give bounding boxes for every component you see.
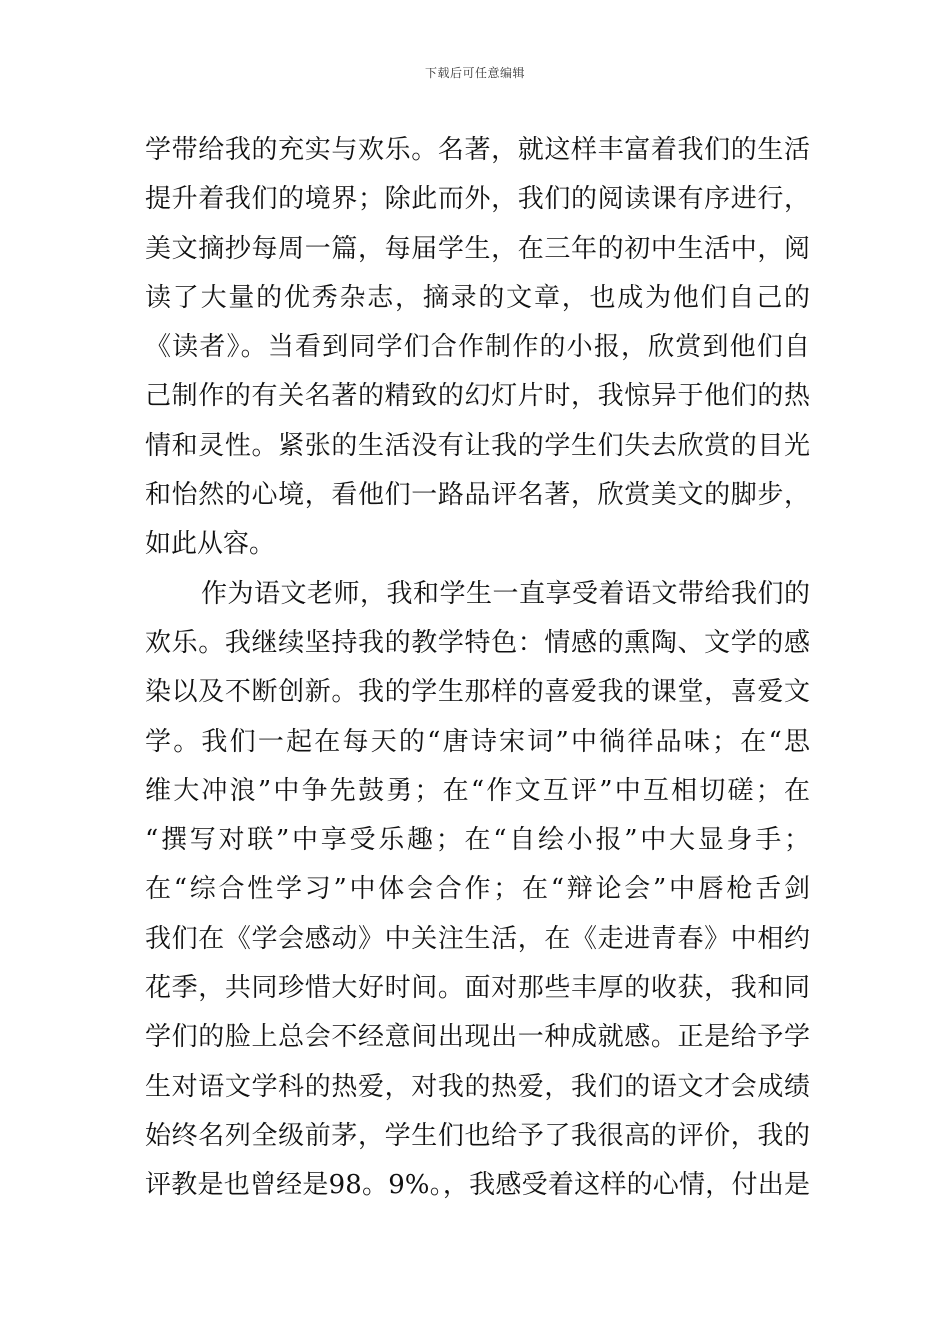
text-line: 在“综合性学习”中体会合作；在“辩论会”中唇枪舌剑 — [145, 874, 810, 905]
text-line: 己制作的有关名著的精致的幻灯片时，我惊异于他们的热 — [145, 381, 810, 412]
text-line: 学带给我的充实与欢乐。名著，就这样丰富着我们的生活 — [145, 135, 810, 165]
text-line: 和怡然的心境，看他们一路品评名著，欣赏美文的脚步， — [145, 480, 810, 511]
text-line: 读了大量的优秀杂志，摘录的文章，也成为他们自己的 — [145, 282, 810, 313]
page-header: 下载后可任意编辑 — [424, 66, 525, 80]
text-line: 始终名列全级前茅，学生们也给予了我很高的评价，我的 — [145, 1120, 810, 1151]
text-line: 花季，共同珍惜大好时间。面对那些丰厚的收获，我和同 — [145, 973, 810, 1004]
text-line: 染以及不断创新。我的学生那样的喜爱我的课堂，喜爱文 — [145, 677, 810, 708]
text-line: 提升着我们的境界；除此而外，我们的阅读课有序进行， — [145, 184, 810, 215]
text-line: 学们的脸上总会不经意间出现出一种成就感。正是给予学 — [145, 1022, 810, 1053]
text-line: 生对语文学科的热爱，对我的热爱，我们的语文才会成绩 — [145, 1071, 810, 1102]
text-line: 学。我们一起在每天的“唐诗宋词”中徜徉品味；在“思 — [145, 726, 810, 757]
text-line: 美文摘抄每周一篇，每届学生，在三年的初中生活中，阅 — [145, 233, 810, 264]
text-line: 维大冲浪”中争先鼓勇；在“作文互评”中互相切磋；在 — [145, 775, 810, 806]
text-line: 我们在《学会感动》中关注生活，在《走进青春》中相约 — [145, 923, 810, 954]
text-line: 情和灵性。紧张的生活没有让我的学生们失去欣赏的目光 — [145, 430, 810, 461]
text-line: 欢乐。我继续坚持我的教学特色：情感的熏陶、文学的感 — [145, 627, 810, 658]
text-line: 《读者》。当看到同学们合作制作的小报，欣赏到他们自 — [145, 332, 810, 363]
text-line: 如此从容。 — [145, 529, 276, 560]
text-line: 评教是也曾经是98。9%。，我感受着这样的心情，付出是 — [145, 1170, 810, 1201]
document-body — [145, 126, 810, 1211]
text-line: 作为语文老师，我和学生一直享受着语文带给我们的 — [201, 578, 810, 609]
text-line: “撰写对联”中享受乐趣；在“自绘小报”中大显身手； — [145, 825, 810, 856]
